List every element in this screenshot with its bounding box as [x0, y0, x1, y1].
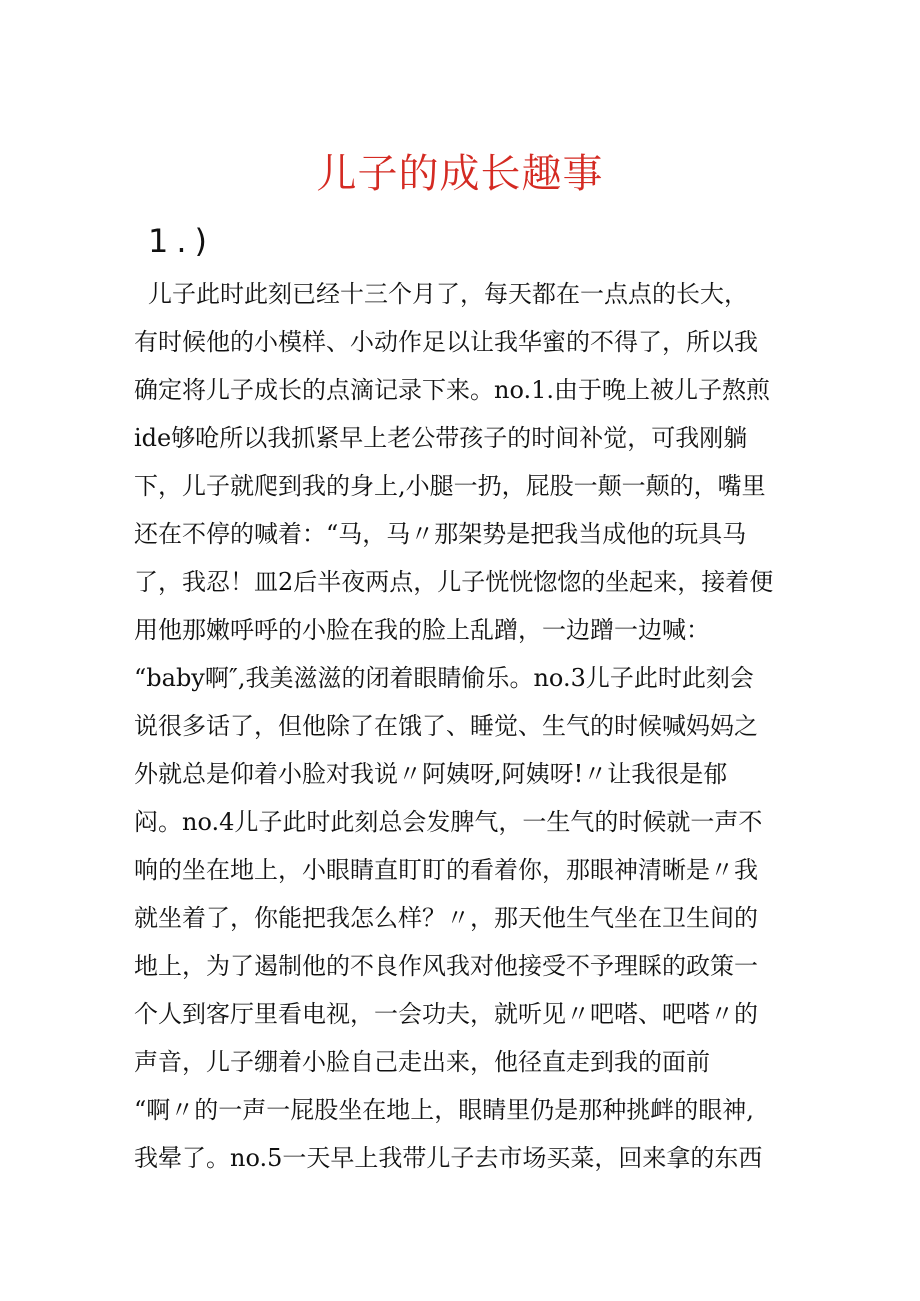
- text-line: 确定将儿子成长的点滴记录下来。no.1.由于晚上被儿子熬煎: [134, 376, 771, 404]
- text-line: 儿子此时此刻已经十三个月了，每天都在一点点的长大，: [148, 280, 748, 308]
- document-title: 儿子的成长趣事: [316, 151, 604, 197]
- text-line: 闷。no.4儿子此时此刻总会发脾气，一生气的时候就一声不: [134, 808, 763, 836]
- text-line: 外就总是仰着小脸对我说〃阿姨呀,阿姨呀!〃让我很是郁: [134, 760, 728, 788]
- text-line: 了，我忍！皿2后半夜两点，儿子恍恍惚惚的坐起来，接着便: [134, 568, 774, 596]
- text-line: ide够呛所以我抓紧早上老公带孩子的时间补觉，可我刚躺: [134, 424, 748, 452]
- body-text: [134, 270, 794, 1182]
- text-line: 说很多话了，但他除了在饿了、睡觉、生气的时候喊妈妈之: [134, 712, 758, 740]
- text-line: 个人到客厅里看电视，一会功夫，就听见〃吧嗒、吧嗒〃的: [134, 1000, 758, 1028]
- text-line: 用他那嫩呼呼的小脸在我的脸上乱蹭，一边蹭一边喊：: [134, 616, 710, 644]
- text-line: 响的坐在地上，小眼睛直盯盯的看着你，那眼神清晰是〃我: [134, 856, 758, 884]
- text-line: 我晕了。no.5一天早上我带儿子去市场买菜，回来拿的东西: [134, 1144, 763, 1172]
- text-line: 声音，儿子绷着小脸自己走出来，他径直走到我的面前: [134, 1048, 710, 1076]
- text-line: “baby啊″,我美滋滋的闭着眼睛偷乐。no.3儿子此时此刻会: [134, 664, 754, 692]
- text-line: 就坐着了，你能把我怎么样？〃，那天他生气坐在卫生间的: [134, 904, 758, 932]
- text-line: 有时候他的小模样、小动作足以让我华蜜的不得了，所以我: [134, 328, 758, 356]
- section-label: 1.): [148, 222, 216, 260]
- text-line: 地上，为了遏制他的不良作风我对他接受不予理睬的政策一: [134, 952, 758, 980]
- text-line: “啊〃的一声一屁股坐在地上，眼睛里仍是那种挑衅的眼神,: [134, 1096, 754, 1124]
- text-line: 还在不停的喊着：“马，马〃那架势是把我当成他的玩具马: [134, 520, 747, 548]
- text-line: 下，儿子就爬到我的身上,小腿一扔，屁股一颠一颠的，嘴里: [134, 472, 766, 500]
